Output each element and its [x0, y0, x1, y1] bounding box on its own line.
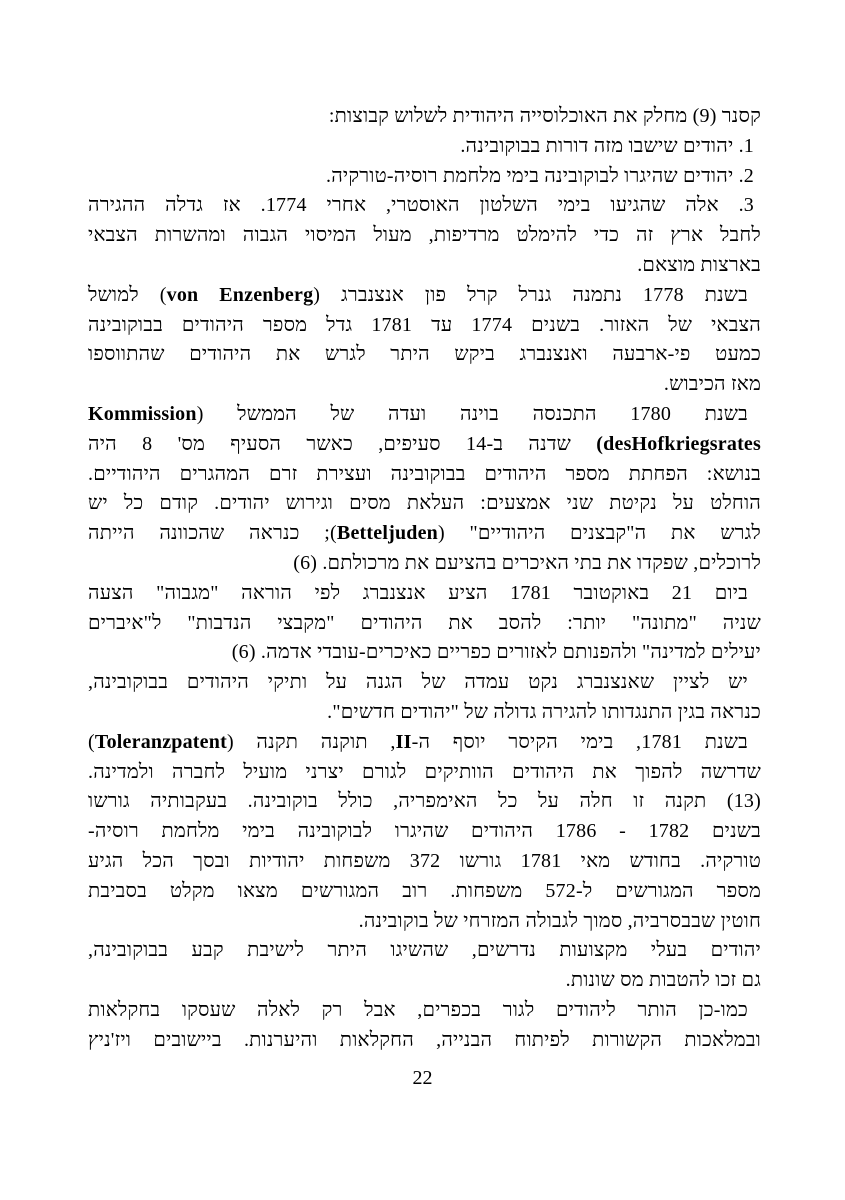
text-line: [88, 519, 761, 549]
text-line: [88, 102, 761, 132]
emphasized-latin-term: von Enzenberg: [166, 283, 314, 306]
text-run: שדנה ב-14 סעיפים, כאשר הסעיף מס' 8 היה: [88, 432, 597, 455]
text-run: בשנת 1780 התכנסה בוינה ועדה של הממשל (: [196, 402, 749, 425]
emphasized-latin-term: Betteljuden: [336, 522, 438, 545]
text-run: יעילים למדינה" ולהפנותם לאזורים כפריים כאיכרים-עובדי אדמה. (6): [231, 641, 761, 664]
text-line: [88, 370, 761, 400]
text-run: שניה "מתונה" יותר: להסב את היהודים "מקבצי הנדבות" ל"איברים: [88, 611, 761, 634]
emphasized-latin-term: II: [395, 730, 412, 753]
text-run: 2. יהודים שהיגרו לבוקובינה בימי מלחמת רוסיה-טורקיה.: [326, 164, 754, 187]
text-line: [88, 936, 761, 966]
text-run: לרוכלים, שפקדו את בתי האיכרים בהציעם את מרכולתם. (6): [293, 551, 761, 574]
text-line: [88, 221, 761, 251]
text-run: גם זכו להטבות מס שונות.: [565, 969, 761, 992]
text-run: מאז הכיבוש.: [663, 373, 761, 396]
text-run: 1. יהודים שישבו מזה דורות בבוקובינה.: [460, 134, 754, 157]
text-run: טורקיה. בחודש מאי 1781 גורשו 372 משפחות יהודיות ובסך הכל הגיע: [88, 849, 761, 872]
emphasized-latin-term: Kommission: [88, 402, 197, 425]
text-run: (13) תקנה זו חלה על כל האימפריה, כולל בוקובינה. בעקבותיה גורשו: [88, 790, 761, 813]
text-run: שדרשה להפוך את היהודים הוותיקים לגורם יצרני מועיל לחברה ולמדינה.: [88, 760, 761, 783]
text-run: מספר המגורשים ל-572 משפחות. רוב המגורשים מצאו מקלט בסביבת: [88, 879, 762, 902]
text-line: [88, 340, 761, 370]
text-run: לגרש את ה"קבצנים היהודיים" (: [438, 522, 761, 545]
text-run: ביום 21 באוקטובר 1781 הציע אנצנברג לפי הוראה "מגבוה" הצעה: [88, 581, 748, 604]
text-line: [88, 191, 761, 221]
text-run: יהודים בעלי מקצועות נדרשים, שהשיגו היתר לישיבת קבע בבוקובינה,: [88, 939, 761, 962]
page-number: 22: [412, 1067, 433, 1089]
text-line: [88, 311, 761, 341]
text-run: ) למושל: [88, 283, 167, 306]
text-line: [88, 489, 761, 519]
text-run: , תוקנה תקנה (: [226, 730, 396, 753]
text-run: 3. אלה שהגיעו בימי השלטון האוסטרי, אחרי 1774. אז גדלה ההגירה: [88, 194, 754, 217]
text-run: הצבאי של האזור. בשנים 1774 עד 1781 גדל מספר היהודים בבוקובינה: [88, 313, 761, 336]
text-line: [88, 698, 761, 728]
text-line: [88, 430, 761, 460]
text-line: [88, 251, 761, 281]
text-line: [88, 460, 761, 490]
text-line: [88, 162, 761, 192]
text-line: [88, 132, 761, 162]
text-run: ); כנראה שהכוונה הייתה: [88, 522, 337, 545]
text-run: כמו-כן הותר ליהודים לגור בכפרים, אבל רק לאלה שעסקו בחקלאות: [88, 998, 748, 1021]
text-line: [88, 907, 761, 937]
text-line: [88, 847, 761, 877]
text-line: [88, 281, 761, 311]
text-line: [88, 609, 761, 639]
text-line: [88, 817, 761, 847]
text-line: [88, 579, 761, 609]
text-run: ובמלאכות הקשורות לפיתוח הבנייה, החקלאות והיערנות. ביישובים ויז'ניץ: [88, 1028, 761, 1051]
emphasized-latin-term: desHofkriegsrates): [596, 432, 761, 455]
text-run: בשנת 1778 נתמנה גנרל קרל פון אנצנברג (: [313, 283, 749, 306]
text-run: בנושא: הפחתת מספר היהודים בבוקובינה ועצירת זרם המהגרים היהודיים.: [88, 462, 761, 485]
text-line: [88, 728, 761, 758]
text-run: בארצות מוצאם.: [637, 253, 761, 276]
text-run: בשנת 1781, בימי הקיסר יוסף ה-: [411, 730, 748, 753]
text-run: ): [88, 730, 95, 753]
text-run: כנראה בגין התנגדותו להגירה גדולה של "יהודים חדשים".: [327, 700, 761, 723]
text-line: [88, 996, 761, 1026]
text-run: יש לציין שאנצנברג נקט עמדה של הגנה על ותיקי היהודים בבוקובינה,: [88, 671, 748, 694]
text-line: [88, 400, 761, 430]
text-run: לחבל ארץ זה כדי להימלט מרדיפות, מעול המיסוי הגבוה ומהשרות הצבאי: [88, 224, 761, 247]
text-run: קסנר (9) מחלק את האוכלוסייה היהודית לשלוש קבוצות:: [328, 105, 761, 127]
text-run: בשנים 1782 - 1786 היהודים שהיגרו לבוקובינה בימי מלחמת רוסיה-: [88, 820, 761, 843]
text-run: כמעט פי-ארבעה ואנצנברג ביקש היתר לגרש את היהודים שהתווספו: [88, 343, 761, 366]
text-block: [88, 102, 761, 1056]
emphasized-latin-term: Toleranzpatent: [94, 730, 227, 753]
text-line: [88, 787, 761, 817]
text-line: [88, 966, 761, 996]
text-line: [88, 668, 761, 698]
text-line: [88, 638, 761, 668]
text-line: [88, 877, 761, 907]
text-line: [88, 758, 761, 788]
text-run: הוחלט על נקיטת שני אמצעים: העלאת מסים וגירוש יהודים. קודם כל יש: [88, 492, 761, 515]
text-line: [88, 1026, 761, 1056]
text-run: חוטין שבבסרביה, סמוך לגבולה המזרחי של בוקובינה.: [358, 909, 761, 932]
text-line: [88, 549, 761, 579]
